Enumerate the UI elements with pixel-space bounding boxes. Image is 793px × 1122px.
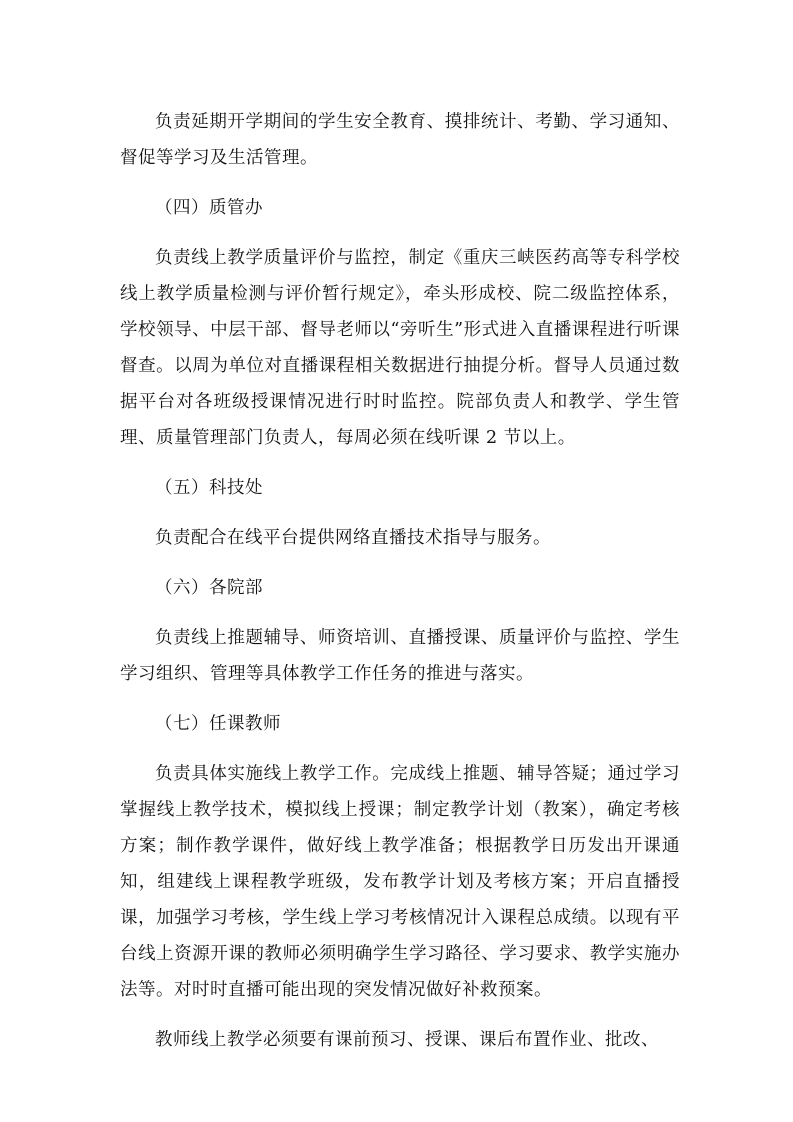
paragraph-departments: 负责线上推题辅导、师资培训、直播授课、质量评价与监控、学生学习组织、管理等具体教学工作任务的推进与落实。 — [120, 628, 680, 684]
section-heading-tech-office: （五）科技处 — [155, 478, 263, 498]
paragraph-teachers: 负责具体实施线上教学工作。完成线上推题、辅导答疑；通过学习掌握线上教学技术，模拟线上授课；制定教学计划（教案），确定考核方案；制作教学课件，做好线上教学准备；根据教学日历发出开课通知，组建线上课程教学班级，发布教学计划及考核方案；开启直播授课，加强学习考核，学生线上学习考核情况计入课程总成绩。以现有平台线上资源开课的教师必须明确学生学习路径、学习要求、教学实施办法等。对时时直播可能出现的突发情况做好补救预案。 — [120, 764, 680, 1000]
document-body — [120, 104, 680, 1058]
paragraph-quality-office: 负责线上教学质量评价与监控，制定《重庆三峡医药高等专科学校线上教学质量检测与评价暂行规定》，牵头形成校、院二级监控体系，学校领导、中层干部、督导老师以“旁听生”形式进入直播课程进行听课督查。以周为单位对直播课程相关数据进行抽提分析。督导人员通过数据平台对各班级授课情况进行时时监控。院部负责人和教学、学生管理、质量管理部门负责人，每周必须在线听课 2 节以上。 — [120, 248, 680, 448]
paragraph-tech-office: 负责配合在线平台提供网络直播技术指导与服务。 — [155, 528, 551, 548]
paragraph-teaching-requirements: 教师线上教学必须要有课前预习、授课、课后布置作业、批改、 — [155, 1030, 659, 1050]
paragraph-intro: 负责延期开学期间的学生安全教育、摸排统计、考勤、学习通知、督促等学习及生活管理。 — [120, 112, 680, 168]
section-heading-teachers: （七）任课教师 — [155, 714, 281, 734]
section-heading-quality-office: （四）质管办 — [155, 198, 263, 218]
section-heading-departments: （六）各院部 — [155, 578, 263, 598]
